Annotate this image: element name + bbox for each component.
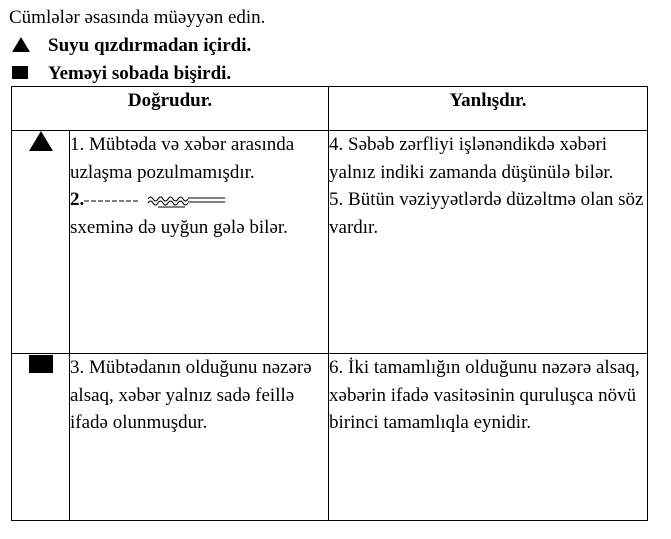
- legend-sentence-2: Yeməyi sobada bişirdi.: [48, 63, 232, 84]
- table-row: [12, 131, 648, 354]
- row-symbol-cell: [12, 354, 70, 521]
- answer-table: [11, 86, 648, 521]
- instruction-text: Cümlələr əsasında müəyyən edin.: [9, 7, 266, 28]
- square-icon: [29, 355, 53, 373]
- correct-cell: [70, 131, 329, 354]
- statement-2-number: 2.: [70, 189, 85, 210]
- row-symbol-cell: [12, 131, 70, 354]
- square-icon: [12, 62, 34, 85]
- statement-1: 1. Mübtəda və xəbər arasında uzlaşma pozulmamışdır.: [70, 134, 295, 183]
- legend-sentence-1: Suyu qızdırmadan içirdi.: [48, 35, 252, 56]
- table-row: [12, 354, 648, 521]
- statement-3: 3. Mübtədanın olduğunu nəzərə alsaq, xəbər yalnız sadə feillə ifadə olunmuşdur.: [70, 357, 312, 433]
- legend-item-triangle: [12, 34, 251, 57]
- sentence-scheme-icon: [84, 192, 226, 210]
- wrong-cell: [329, 131, 648, 354]
- statement-5: 5. Bütün vəziyyətlərdə düzəltmə olan söz vardır.: [329, 189, 644, 238]
- statement-4: 4. Səbəb zərfliyi işlənəndikdə xəbəri yalnız indiki zamanda düşünülə bilər.: [329, 134, 614, 183]
- legend-item-square: [12, 62, 231, 85]
- statement-6: 6. İki tamamlığın olduğunu nəzərə alsaq, xəbərin ifadə vasitəsinin quruluşca növü birinci tamamlıqla eynidir.: [329, 357, 640, 433]
- header-wrong: Yanlışdır.: [329, 87, 648, 131]
- header-correct: Doğrudur.: [12, 87, 329, 131]
- triangle-icon: [29, 131, 53, 151]
- wrong-cell: [329, 354, 648, 521]
- statement-2-scheme: [70, 186, 328, 214]
- statement-2-text: sxeminə də uyğun gələ bilər.: [70, 216, 288, 238]
- triangle-icon: [12, 34, 34, 57]
- correct-cell: [70, 354, 329, 521]
